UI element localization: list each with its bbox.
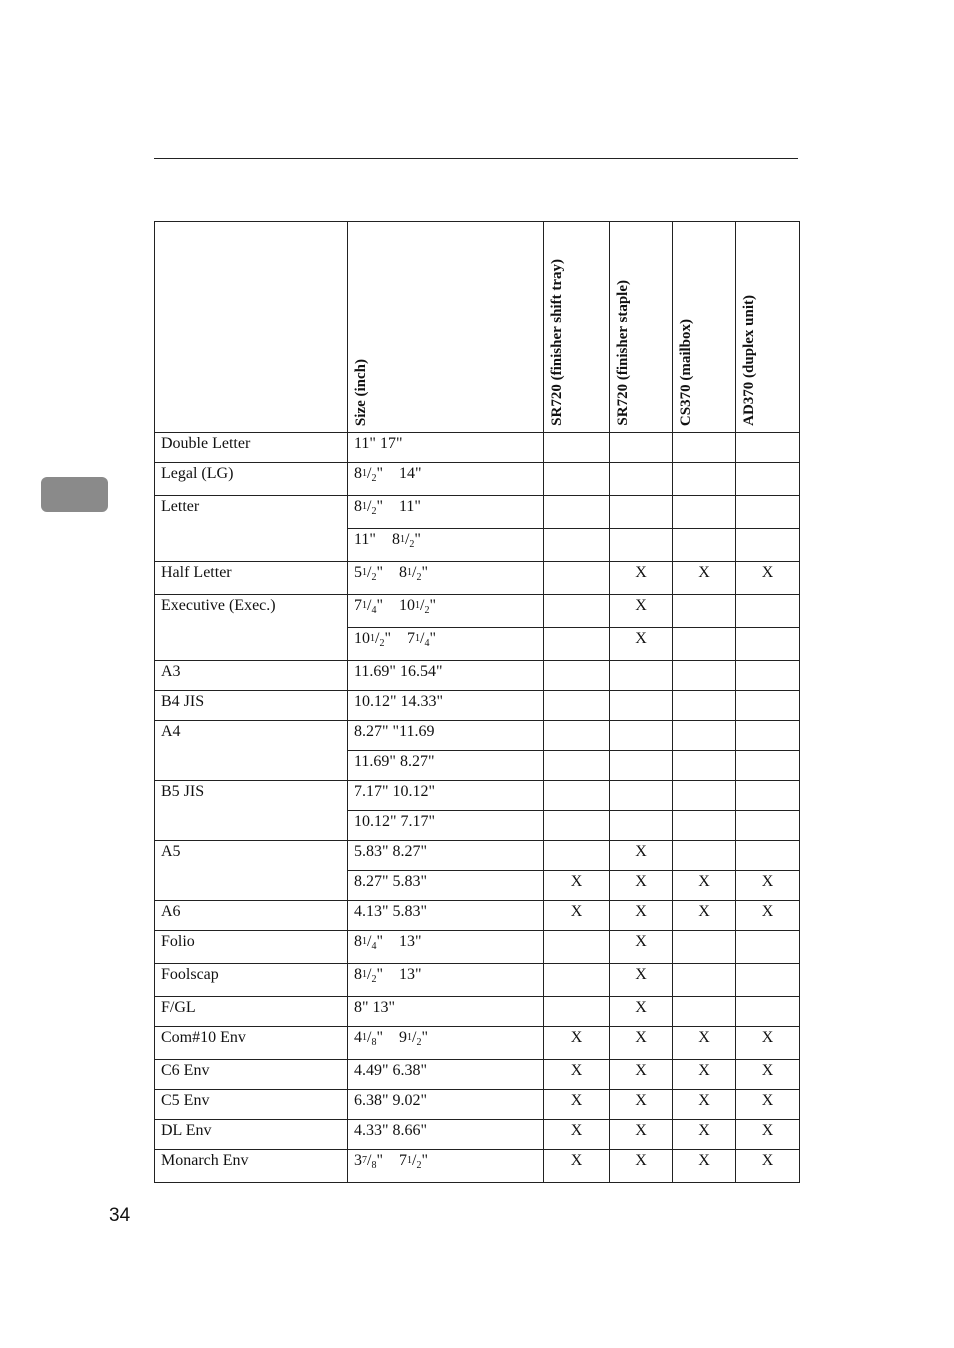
paper-name: A3	[155, 661, 348, 691]
paper-size: 4.33" 8.66"	[348, 1120, 544, 1150]
paper-size: $3^7/_8$" $7^1/_2$"	[348, 1150, 544, 1183]
table-row: C6 Env 4.49" 6.38" X X X X	[155, 1060, 800, 1090]
paper-name: A6	[155, 901, 348, 931]
paper-name: Legal (LG)	[155, 463, 348, 496]
header-rule	[154, 158, 798, 159]
header-blank	[155, 222, 348, 433]
table-row	[155, 661, 800, 691]
paper-size: $8^1/_2$" 11"	[348, 496, 544, 529]
paper-size: 8" 13"	[348, 997, 544, 1027]
table-row: 8.27" 5.83" X X X X	[155, 871, 800, 901]
table-row	[155, 691, 800, 721]
paper-name: C5 Env	[155, 1090, 348, 1120]
paper-name: Half Letter	[155, 562, 348, 595]
table-row: Folio $8^1/_4$" 13" X	[155, 931, 800, 964]
table-row	[155, 433, 800, 463]
paper-size: 10.12" 7.17"	[348, 811, 544, 841]
page-number: 34	[109, 1205, 131, 1226]
table-row: Half Letter $5^1/_2$" $8^1/_2$" X X X	[155, 562, 800, 595]
table-row: Executive (Exec.) $7^1/_4$" $10^1/_2$" X	[155, 595, 800, 628]
paper-name: A4	[155, 721, 348, 781]
table-row: Monarch Env $3^7/_8$" $7^1/_2$" X X X X	[155, 1150, 800, 1183]
paper-name: Executive (Exec.)	[155, 595, 348, 661]
header-row	[155, 222, 800, 433]
table-row	[155, 721, 800, 751]
paper-name: A5	[155, 841, 348, 901]
paper-size: 11.69" 16.54"	[348, 661, 544, 691]
header-sr720-staple: SR720 (finisher staple)	[610, 222, 673, 433]
paper-name: Double Letter	[155, 433, 348, 463]
paper-size: $10^1/_2$" $7^1/_4$"	[348, 628, 544, 661]
header-ad370: AD370 (duplex unit)	[736, 222, 800, 433]
paper-name: B4 JIS	[155, 691, 348, 721]
table-row: Foolscap $8^1/_2$" 13" X	[155, 964, 800, 997]
table-row: C5 Env 6.38" 9.02" X X X X	[155, 1090, 800, 1120]
paper-name: Letter	[155, 496, 348, 562]
chapter-tab	[41, 477, 108, 512]
header-sr720-shift: SR720 (finisher shift tray)	[544, 222, 610, 433]
paper-size: 11" $8^1/_2$"	[348, 529, 544, 562]
paper-size: $8^1/_2$" 14"	[348, 463, 544, 496]
header-cs370: CS370 (mailbox)	[673, 222, 736, 433]
paper-size: 8.27" "11.69	[348, 721, 544, 751]
paper-size: 4.13" 5.83"	[348, 901, 544, 931]
paper-size: 11.69" 8.27"	[348, 751, 544, 781]
table-row: Com#10 Env $4^1/_8$" $9^1/_2$" X X X X	[155, 1027, 800, 1060]
paper-size: $5^1/_2$" $8^1/_2$"	[348, 562, 544, 595]
table-row	[155, 496, 800, 529]
paper-size: 5.83" 8.27"	[348, 841, 544, 871]
paper-size: 10.12" 14.33"	[348, 691, 544, 721]
paper-name: C6 Env	[155, 1060, 348, 1090]
paper-name: B5 JIS	[155, 781, 348, 841]
table-row: A5 5.83" 8.27" X	[155, 841, 800, 871]
paper-size: $8^1/_4$" 13"	[348, 931, 544, 964]
paper-name: F/GL	[155, 997, 348, 1027]
paper-size: $4^1/_8$" $9^1/_2$"	[348, 1027, 544, 1060]
paper-name: DL Env	[155, 1120, 348, 1150]
table-row: F/GL 8" 13" X	[155, 997, 800, 1027]
paper-name: Foolscap	[155, 964, 348, 997]
paper-size: 4.49" 6.38"	[348, 1060, 544, 1090]
paper-name: Com#10 Env	[155, 1027, 348, 1060]
paper-size-table	[154, 221, 800, 1183]
paper-size: 8.27" 5.83"	[348, 871, 544, 901]
paper-size: $7^1/_4$" $10^1/_2$"	[348, 595, 544, 628]
paper-name: Folio	[155, 931, 348, 964]
table-row: A6 4.13" 5.83" X X X X	[155, 901, 800, 931]
table-row: DL Env 4.33" 8.66" X X X X	[155, 1120, 800, 1150]
paper-size: $8^1/_2$" 13"	[348, 964, 544, 997]
table-row: $10^1/_2$" $7^1/_4$" X	[155, 628, 800, 661]
paper-name: Monarch Env	[155, 1150, 348, 1183]
table-row	[155, 781, 800, 811]
header-size: Size (inch)	[348, 222, 544, 433]
paper-size: 11" 17"	[348, 433, 544, 463]
paper-size: 6.38" 9.02"	[348, 1090, 544, 1120]
paper-size: 7.17" 10.12"	[348, 781, 544, 811]
table-row	[155, 463, 800, 496]
